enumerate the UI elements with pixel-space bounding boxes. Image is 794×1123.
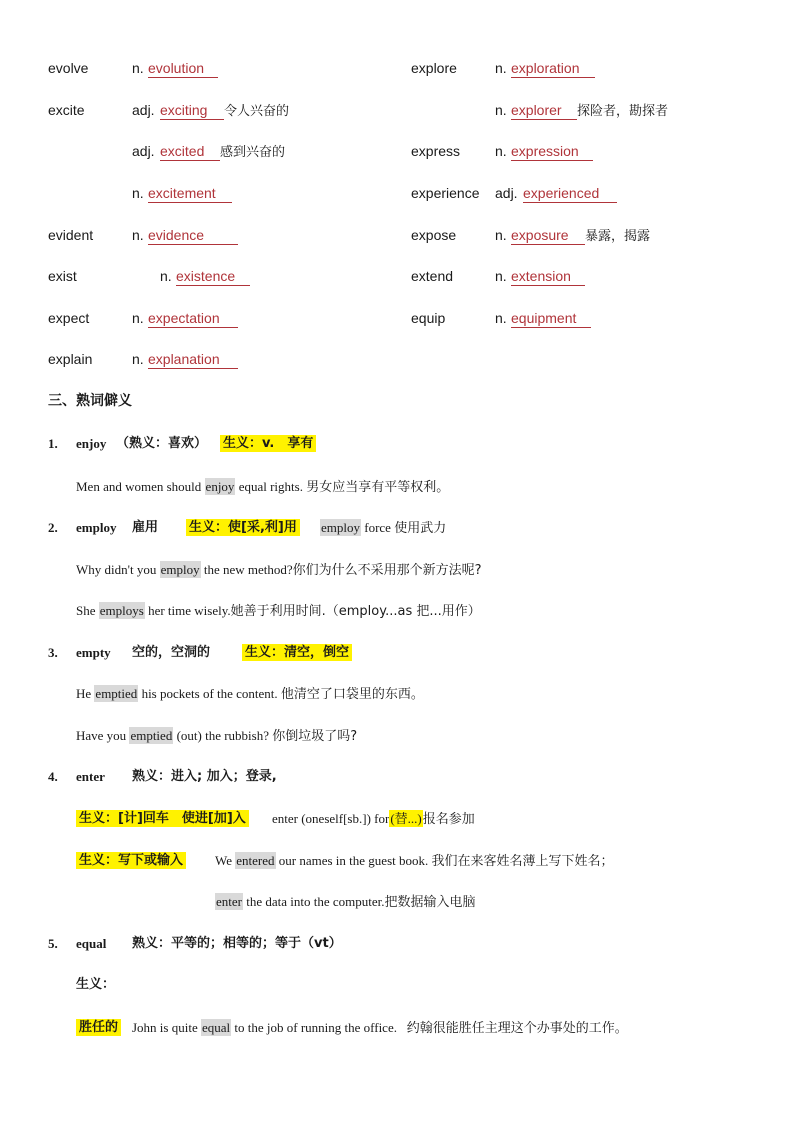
example-translation: 你倒垃圾了吗? [272,729,358,744]
example-sentence: He emptied his pockets of the content. 他清空了口袋里的东西。 [76,686,424,702]
new-meaning-label: 生义： [76,977,116,992]
vocab-note: 暴露，揭露 [585,229,651,244]
highlighted-word: emptied [130,728,173,743]
vocab-word: evident [48,227,94,243]
section-heading: 三、熟词僻义 [48,393,132,409]
phrase-translation: 使用武力 [394,521,447,536]
vocab-word: exist [48,268,77,284]
vocab-answer: evolution [148,59,218,78]
example-sentence: Men and women should enjoy equal rights. 男女应当享有平等权利。 [76,479,450,495]
vocab-pos: n. [132,310,144,326]
vocab-answer: equipment [511,309,591,328]
vocab-note: 探险者，勘探者 [577,104,669,119]
highlighted-word: equal [201,1020,231,1035]
example-translation: 把数据输入电脑 [384,895,476,910]
vocab-answer: exploration [511,59,595,78]
familiar-meaning: 雇用 [132,520,159,535]
highlighted-word: (替...) [390,811,422,826]
vocab-pos: n. [495,227,507,243]
familiar-meaning: 空的，空洞的 [132,645,211,660]
example-sentence: enter the data into the computer.把数据输入电脑 [216,894,476,910]
entry-word: equal [76,936,107,951]
vocab-word: equip [411,310,446,326]
vocab-pos: adj. [132,102,155,118]
vocab-answer: explanation [148,350,238,369]
new-meaning: 胜任的 [76,1019,121,1036]
new-meaning: 生义：[计]回车 使进[加]入 [76,810,249,827]
vocab-answer: extension [511,267,585,286]
example-translation: 男女应当享有平等权利。 [306,480,450,495]
phrase-translation: 报名参加 [422,812,475,827]
vocab-note: 令人兴奋的 [224,104,290,119]
highlighted-word: enter [216,894,242,909]
entry-word: enter [76,769,105,784]
new-meaning: 生义：写下或输入 [76,852,186,869]
vocab-answer: evidence [148,226,238,245]
vocab-pos: n. [495,60,507,76]
vocab-pos: adj. [132,143,155,159]
vocab-answer: excitement [148,184,232,203]
entry-number: 1. [48,436,58,451]
example-translation: 约翰很能胜任主理这个办事处的工作。 [406,1021,628,1036]
vocab-word: evolve [48,60,89,76]
example-sentence: Why didn't you employ the new method?你们为什么不采用那个新方法呢? [76,562,482,578]
vocab-pos: n. [160,268,172,284]
vocab-word: extend [411,268,454,284]
vocab-pos: n. [132,227,144,243]
vocab-word: explore [411,60,457,76]
entry-number: 3. [48,645,58,660]
vocab-answer: expression [511,142,593,161]
entry-number: 4. [48,769,58,784]
example-translation: 他清空了口袋里的东西。 [280,687,424,702]
vocab-pos: n. [132,60,144,76]
vocab-answer: exposure [511,226,585,245]
entry-number: 5. [48,936,58,951]
familiar-meaning: 熟义：平等的；相等的；等于（vt） [132,936,342,951]
vocab-note: 感到兴奋的 [220,145,286,160]
vocab-answer: exciting [160,101,224,120]
vocab-word: express [411,143,461,159]
familiar-meaning: （熟义：喜欢） [116,436,208,451]
example-translation: 你们为什么不采用那个新方法呢? [292,563,482,578]
vocab-word: explain [48,351,93,367]
vocab-pos: n. [495,310,507,326]
entry-word: empty [76,645,111,660]
vocab-pos: n. [495,102,507,118]
vocab-answer: excited [160,142,220,161]
example-sentence: Have you emptied (out) the rubbish? 你倒垃圾了吗? [76,728,358,744]
highlighted-word: enjoy [205,479,235,494]
example-translation: 她善于利用时间.（employ...as 把...用作） [230,604,481,619]
vocab-pos: n. [132,185,144,201]
highlighted-word: emptied [95,686,138,701]
vocab-word: experience [411,185,480,201]
new-meaning: 生义：v. 享有 [220,435,316,452]
vocab-answer: expectation [148,309,238,328]
vocab-pos: n. [132,351,144,367]
highlighted-word: employs [99,603,144,618]
vocab-pos: n. [495,268,507,284]
entry-word: employ [76,520,117,535]
vocab-pos: n. [495,143,507,159]
vocab-answer: experienced [523,184,617,203]
highlighted-word: employ [160,562,200,577]
phrase: enter (oneself[sb.]) for(替...)报名参加 [272,811,475,827]
vocab-answer: explorer [511,101,577,120]
example-sentence: She employs her time wisely.她善于利用时间.（employ...as 把...用作） [76,603,481,619]
vocab-word: expose [411,227,457,243]
vocab-answer: existence [176,267,250,286]
familiar-meaning: 熟义：进入; 加入；登录, [132,769,277,784]
entry-number: 2. [48,520,58,535]
example-sentence: We entered our names in the guest book. 我们在来客姓名薄上写下姓名； [215,853,614,869]
new-meaning: 生义：使[采,利]用 [186,519,300,536]
new-meaning: 生义：清空，倒空 [242,644,352,661]
example-translation: 我们在来客姓名薄上写下姓名； [431,854,614,869]
phrase: employ force 使用武力 [321,520,447,536]
highlighted-word: entered [236,853,275,868]
entry-word: enjoy [76,436,107,451]
highlighted-word: employ [321,520,360,535]
vocab-word: expect [48,310,90,326]
vocab-pos: adj. [495,185,518,201]
example-sentence: John is quite equal to the job of running the office. 约翰很能胜任主理这个办事处的工作。 [132,1020,628,1036]
vocab-word: excite [48,102,85,118]
